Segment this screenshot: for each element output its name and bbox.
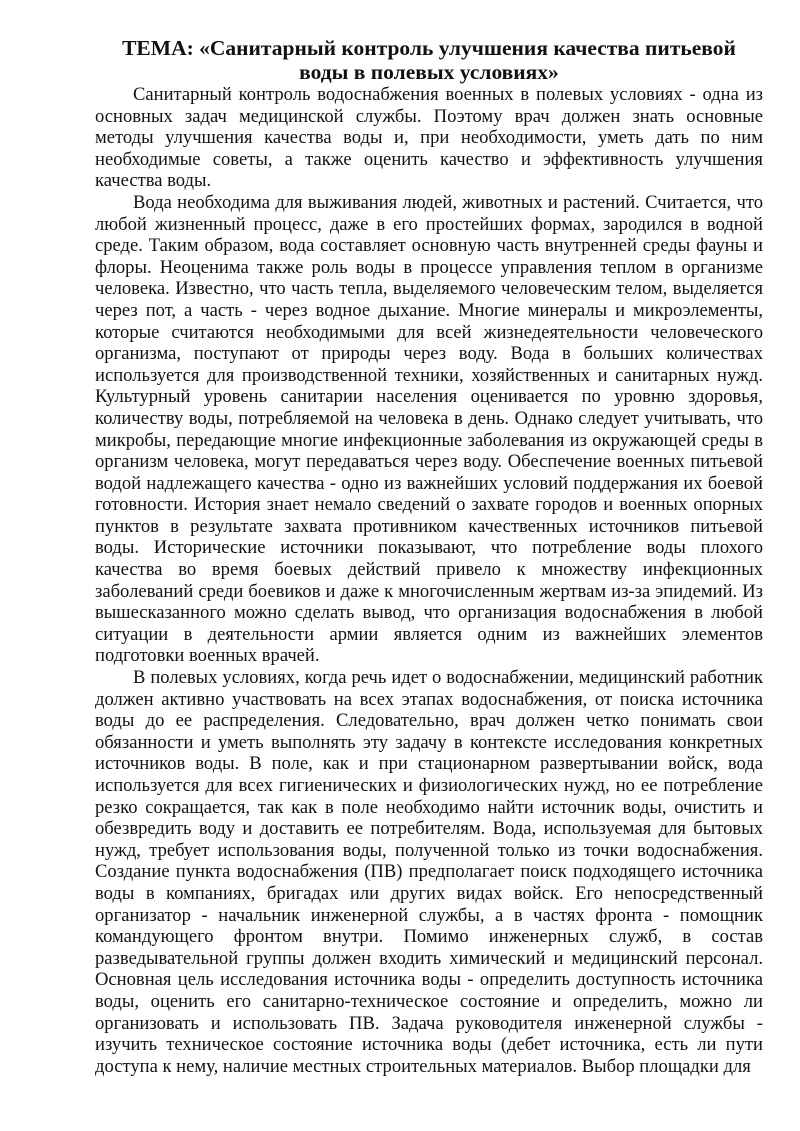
- paragraph-3: В полевых условиях, когда речь идет о водоснабжении, медицинский работник должен активно участвовать на всех этапах водоснабжения, от поиска источника воды до ее распределения. Следовательно, врач должен четко понимать свои обязанности и уметь выполнять эту задачу в контексте исследования конкретных источников воды. В поле, как и при стационарном развертывании войск, вода используется для всех гигиенических и физиологических нужд, но ее потребление резко сокращается, так как в поле необходимо найти источник воды, очистить и обезвредить воду и доставить ее потребителям. Вода, используемая для бытовых нужд, требует использования воды, полученной только из точки водоснабжения. Создание пункта водоснабжения (ПВ) предполагает поиск подходящего источника воды в компаниях, бригадах или других видах войск. Его непосредственный организатор - начальник инженерной службы, а в частях фронта - помощник командующего фронтом внутри. Помимо инженерных служб, в состав разведывательной группы должен входить химический и медицинский персонал. Основная цель исследования источника воды - определить доступность источника воды, оценить его санитарно-техническое состояние и определить, можно ли организовать и использовать ПВ. Задача руководителя инженерной службы - изучить техническое состояние источника воды (дебет источника, есть ли пути доступа к нему, наличие местных строительных материалов. Выбор площадки для: [95, 667, 763, 1077]
- paragraph-1: Санитарный контроль водоснабжения военных в полевых условиях - одна из основных задач медицинской службы. Поэтому врач должен знать основные методы улучшения качества воды и, при необходимости, уметь дать по ним необходимые советы, а также оценить качество и эффективность улучшения качества воды.: [95, 84, 763, 192]
- document-page: [95, 36, 763, 1077]
- paragraph-2: Вода необходима для выживания людей, животных и растений. Считается, что любой жизненный процесс, даже в его простейших формах, зародился в водной среде. Таким образом, вода составляет основную часть внутренней среды фауны и флоры. Неоценима также роль воды в процессе управления теплом в организме человека. Известно, что часть тепла, выделяемого человеческим телом, выделяется через пот, а часть - через водное дыхание. Многие минералы и микроэлементы, которые считаются необходимыми для всей жизнедеятельности человеческого организма, поступают от природы через воду. Вода в больших количествах используется для производственной техники, хозяйственных и санитарных нужд. Культурный уровень санитарии населения оценивается по уровню здоровья, количеству воды, потребляемой на человека в день. Однако следует учитывать, что микробы, передающие многие инфекционные заболевания из окружающей среды в организм человека, могут передаваться через воду. Обеспечение военных питьевой водой надлежащего качества - одно из важнейших условий поддержания их боевой готовности. История знает немало сведений о захвате городов и военных опорных пунктов в результате захвата противником качественных источников питьевой воды. Исторические источники показывают, что потребление воды плохого качества во время боевых действий привело к множеству инфекционных заболеваний среди боевиков и даже к многочисленным жертвам из-за эпидемий. Из вышесказанного можно сделать вывод, что организация водоснабжения в любой ситуации в деятельности армии является одним из важнейших элементов подготовки военных врачей.: [95, 191, 763, 667]
- document-title: ТЕМА: «Санитарный контроль улучшения качества питьевой воды в полевых условиях»: [122, 36, 736, 84]
